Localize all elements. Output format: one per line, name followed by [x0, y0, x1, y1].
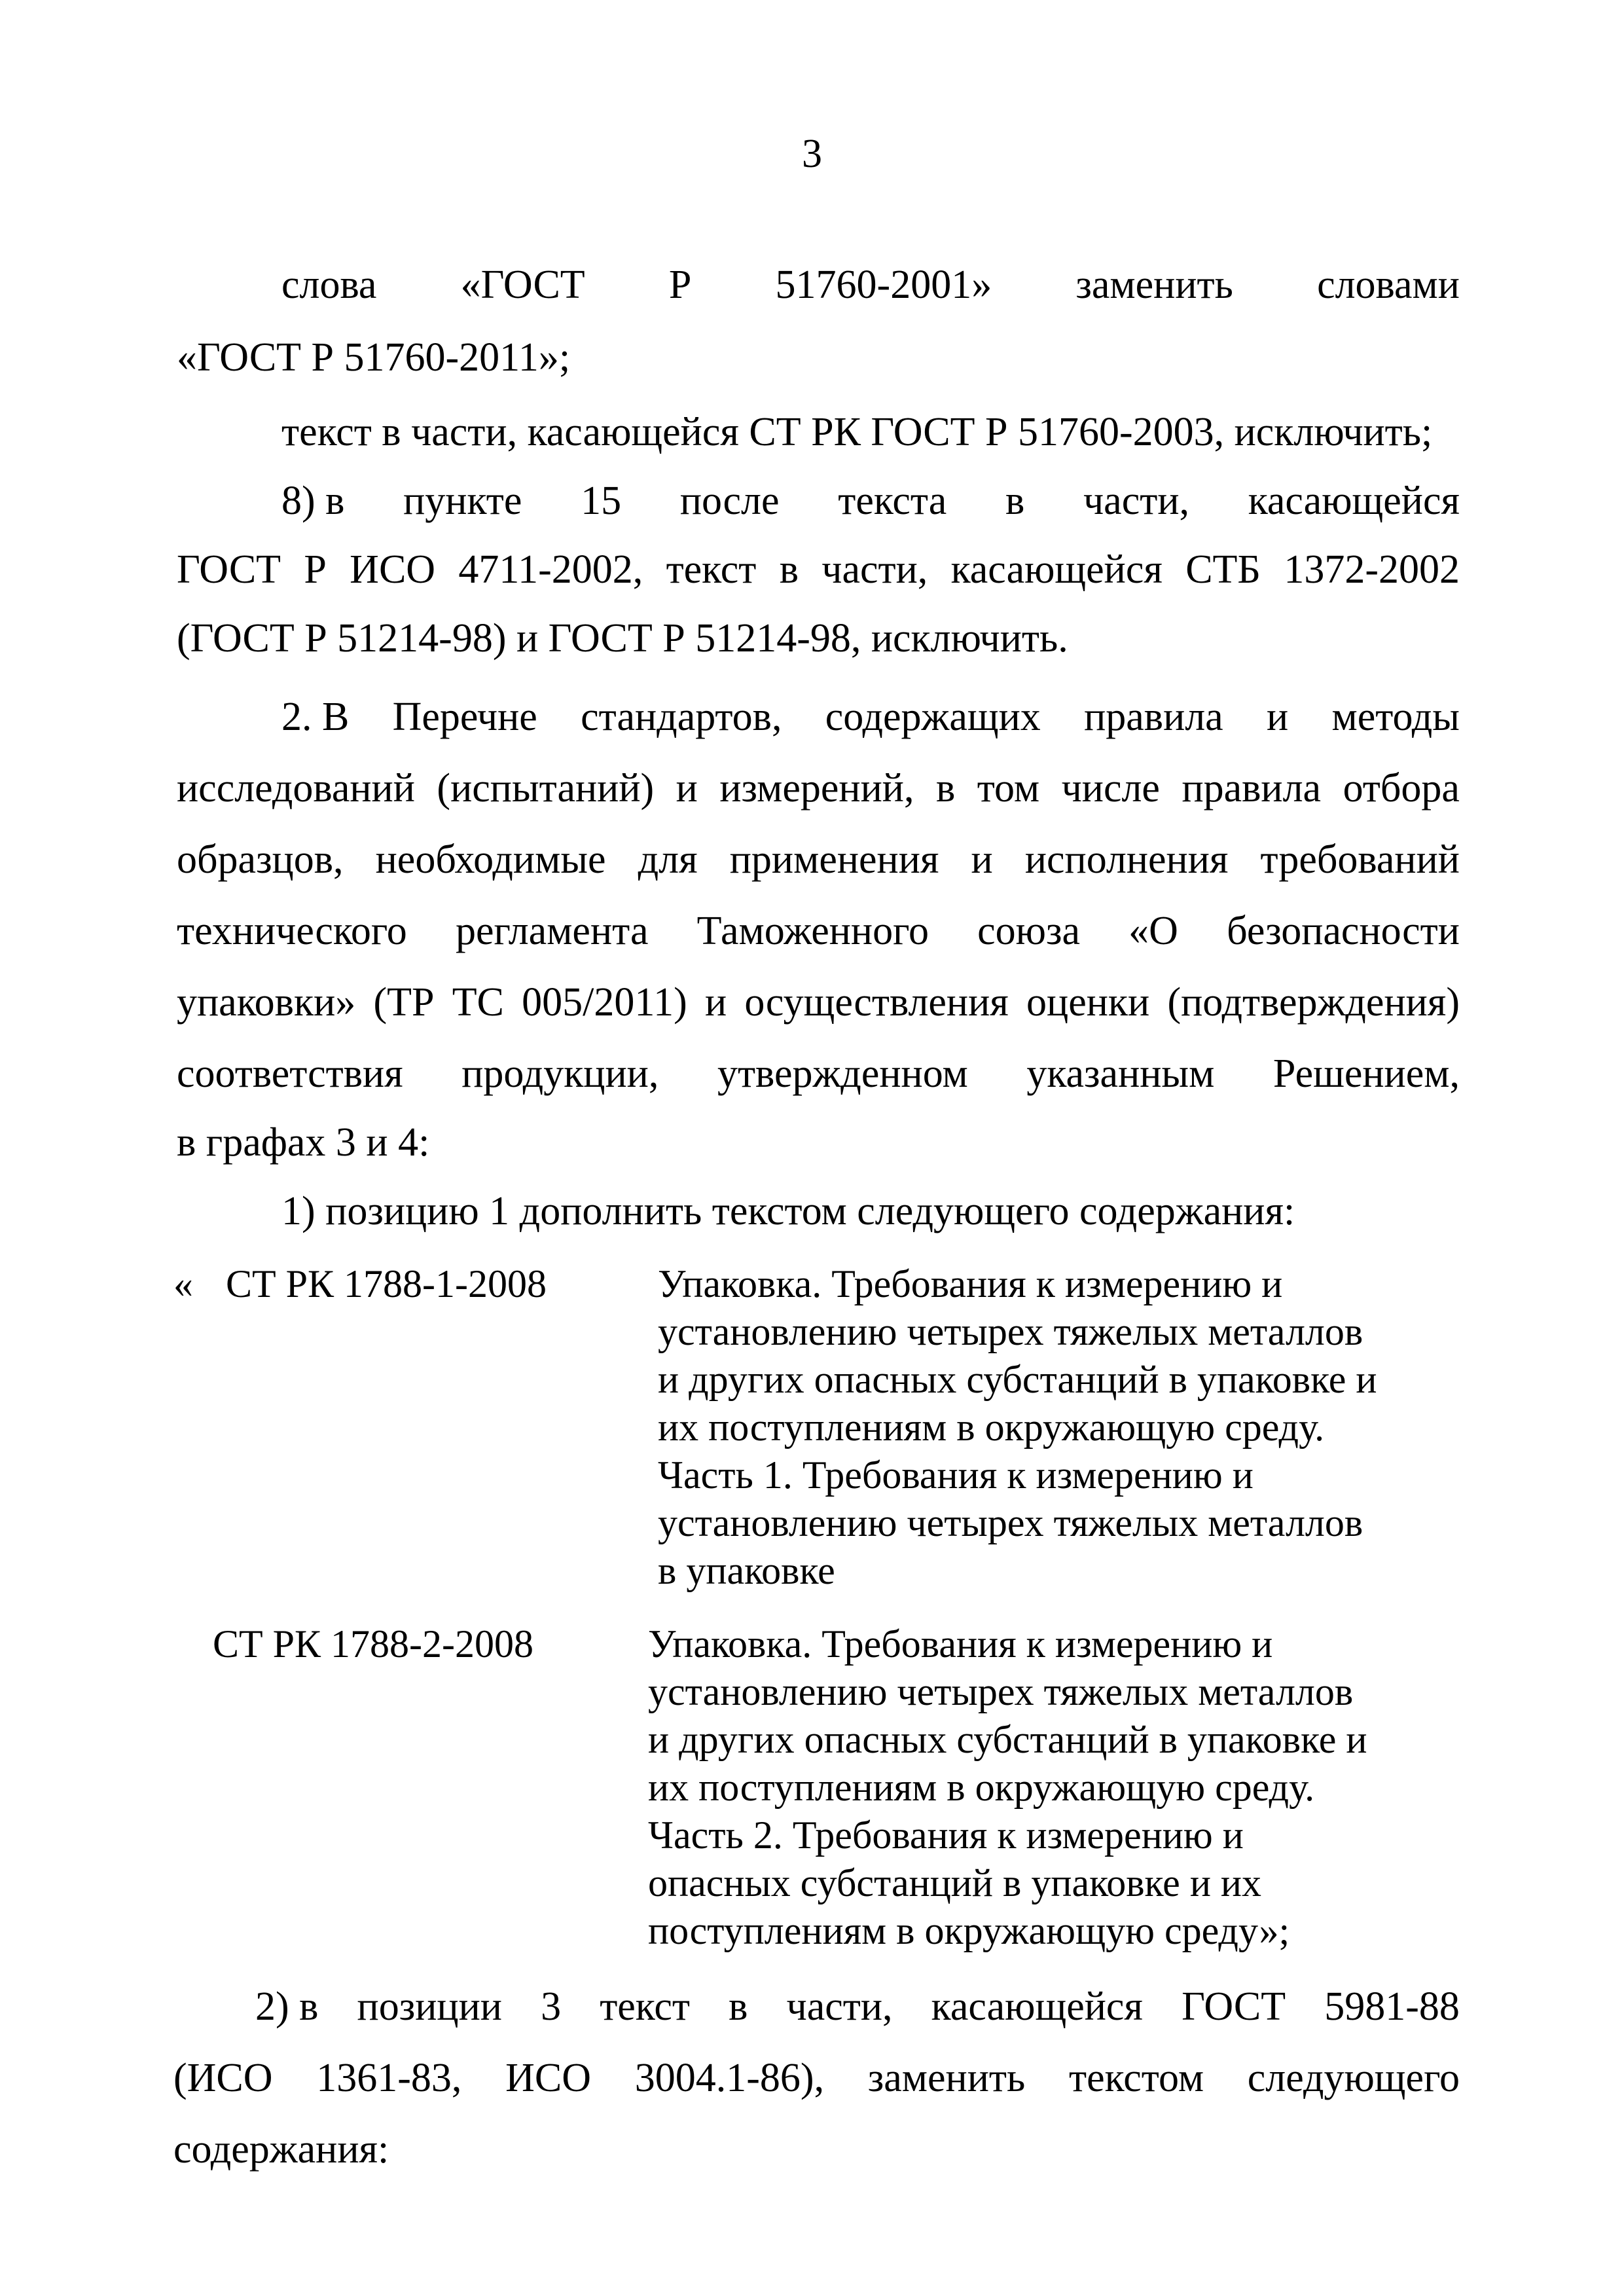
- word: соответствия: [177, 1051, 403, 1096]
- paragraph-6-line-3: содержания:: [173, 2127, 389, 2172]
- word: регламента: [455, 909, 649, 953]
- standard-2-desc-line: их поступлениям в окружающую среду.: [648, 1766, 1315, 1809]
- word: Таможенного: [696, 909, 929, 953]
- word: 2) в: [255, 1984, 319, 2029]
- word: (подтверждения): [1167, 980, 1460, 1025]
- word: 3004.1-86),: [634, 2056, 825, 2100]
- word: пункте: [403, 479, 522, 523]
- word: ИСО: [505, 2056, 592, 2100]
- word: в: [1005, 479, 1025, 523]
- word: заменить: [1075, 263, 1233, 307]
- word: 51760-2001»: [775, 263, 992, 307]
- paragraph-4: [177, 694, 1460, 1166]
- word: Перечне: [392, 695, 537, 739]
- word: части,: [786, 1984, 893, 2029]
- standard-1-desc-line: Часть 1. Требования к измерению и: [658, 1453, 1254, 1497]
- word: том: [977, 766, 1040, 811]
- paragraph-1-line-1: [177, 262, 1460, 308]
- word: безопасности: [1227, 909, 1460, 953]
- word: «О: [1128, 909, 1178, 953]
- paragraph-4-line-1: [177, 694, 1460, 740]
- paragraph-4-line-4: [177, 908, 1460, 955]
- word: (ИСО: [173, 2056, 273, 2100]
- standard-2-desc-line: опасных субстанций в упаковке и их: [648, 1861, 1262, 1904]
- word: следующего: [1247, 2056, 1460, 2100]
- standard-2-description: [648, 1620, 1367, 1955]
- word: 1361-83,: [316, 2056, 462, 2100]
- word: (ТР: [373, 980, 435, 1025]
- word: текст: [600, 1984, 690, 2029]
- word: 2. В: [281, 695, 350, 739]
- standard-1-code: СТ РК 1788-1-2008: [226, 1262, 547, 1305]
- paragraph-2-text: текст в части, касающейся СТ РК ГОСТ Р 51760-2003, исключить;: [281, 410, 1433, 454]
- word: 3: [541, 1984, 562, 2029]
- word: содержащих: [825, 695, 1041, 739]
- word: правила: [1182, 766, 1322, 811]
- word: 4711-2002,: [458, 547, 643, 592]
- word: СТБ: [1185, 547, 1261, 592]
- word: ГОСТ: [1182, 1984, 1286, 2029]
- word: и: [971, 837, 993, 882]
- word: измерений,: [719, 766, 914, 811]
- standard-1-desc-line: их поступлениям в окружающую среду.: [658, 1406, 1325, 1449]
- word: продукции,: [461, 1051, 659, 1096]
- word: технического: [177, 909, 407, 953]
- word: касающейся: [950, 547, 1163, 592]
- word: ТС: [452, 980, 504, 1025]
- word: отбора: [1343, 766, 1460, 811]
- word: и: [676, 766, 698, 811]
- word: утвержденном: [717, 1051, 968, 1096]
- word: осуществления: [744, 980, 1009, 1025]
- standard-1-desc-line: и других опасных субстанций в упаковке и: [658, 1358, 1377, 1401]
- paragraph-6-line-1: [173, 1984, 1460, 2030]
- word: текстом: [1069, 2056, 1204, 2100]
- paragraph-3-line-2: [177, 547, 1460, 593]
- paragraph-1: [177, 262, 1460, 381]
- paragraph-3: [177, 478, 1460, 662]
- word: в: [779, 547, 799, 592]
- standard-1-open-quote: «: [173, 1262, 193, 1305]
- word: 15: [581, 479, 622, 523]
- word: «ГОСТ: [460, 263, 585, 307]
- standard-1-desc-line: установлению четырех тяжелых металлов: [658, 1310, 1363, 1353]
- paragraph-4-line-6: [177, 1051, 1460, 1097]
- word: правила: [1084, 695, 1223, 739]
- word: (испытаний): [437, 766, 655, 811]
- word: в: [935, 766, 956, 811]
- word: союза: [977, 909, 1080, 953]
- word: позиции: [357, 1984, 502, 2029]
- word: ГОСТ: [177, 547, 281, 592]
- word: 1372-2002: [1284, 547, 1460, 592]
- word: исполнения: [1024, 837, 1229, 882]
- paragraph-6: [173, 1984, 1460, 2173]
- paragraph-4-line-7: в графах 3 и 4:: [177, 1120, 430, 1165]
- word: методы: [1331, 695, 1460, 739]
- paragraph-5-text: 1) позицию 1 дополнить текстом следующего содержания:: [281, 1189, 1295, 1233]
- word: упаковки»: [177, 980, 356, 1025]
- standard-2-desc-line: установлению четырех тяжелых металлов: [648, 1670, 1354, 1713]
- paragraph-3-line-3: (ГОСТ Р 51214-98) и ГОСТ Р 51214-98, исключить.: [177, 616, 1068, 661]
- word: части,: [821, 547, 928, 592]
- word: необходимые: [375, 837, 606, 882]
- word: 005/2011): [522, 980, 687, 1025]
- paragraph-1-line-2: «ГОСТ Р 51760-2011»;: [177, 335, 571, 380]
- paragraph-4-line-5: [177, 979, 1460, 1026]
- word: указанным: [1026, 1051, 1215, 1096]
- standard-1-desc-line: установлению четырех тяжелых металлов: [658, 1501, 1363, 1544]
- word: требований: [1260, 837, 1460, 882]
- word: для: [638, 837, 698, 882]
- word: образцов,: [177, 837, 344, 882]
- paragraph-5: [177, 1188, 1460, 1235]
- word: в: [729, 1984, 748, 2029]
- word: и: [1267, 695, 1289, 739]
- paragraph-4-line-2: [177, 765, 1460, 812]
- standard-2-desc-line: поступлениям в окружающую среду»;: [648, 1909, 1290, 1952]
- word: после: [679, 479, 780, 523]
- word: слова: [281, 263, 377, 307]
- word: числе: [1061, 766, 1160, 811]
- word: Р: [304, 547, 327, 592]
- standard-1-desc-line: Упаковка. Требования к измерению и: [658, 1262, 1283, 1305]
- word: текст: [666, 547, 757, 592]
- standard-2-desc-line: и других опасных субстанций в упаковке и: [648, 1718, 1367, 1761]
- word: Р: [668, 263, 692, 307]
- paragraph-4-line-3: [177, 837, 1460, 883]
- word: 5981-88: [1324, 1984, 1460, 2029]
- paragraph-6-line-2: [173, 2055, 1460, 2102]
- word: Решением,: [1272, 1051, 1460, 1096]
- word: части,: [1083, 479, 1189, 523]
- standard-1-description: [658, 1260, 1377, 1595]
- word: оценки: [1026, 980, 1150, 1025]
- paragraph-2: [177, 409, 1460, 456]
- word: исследований: [177, 766, 415, 811]
- word: применения: [729, 837, 939, 882]
- word: текста: [838, 479, 947, 523]
- word: словами: [1317, 263, 1460, 307]
- word: касающейся: [931, 1984, 1143, 2029]
- standard-2-desc-line: Упаковка. Требования к измерению и: [648, 1622, 1273, 1666]
- word: касающейся: [1248, 479, 1460, 523]
- word: 8) в: [281, 479, 345, 523]
- standard-2-desc-line: Часть 2. Требования к измерению и: [648, 1813, 1244, 1857]
- standard-2-code: СТ РК 1788-2-2008: [213, 1622, 534, 1666]
- paragraph-3-line-1: [177, 478, 1460, 524]
- word: ИСО: [350, 547, 436, 592]
- word: заменить: [867, 2056, 1026, 2100]
- word: стандартов,: [581, 695, 782, 739]
- page-number: 3: [802, 132, 822, 176]
- word: и: [704, 980, 727, 1025]
- standard-1-desc-line: в упаковке: [658, 1549, 835, 1592]
